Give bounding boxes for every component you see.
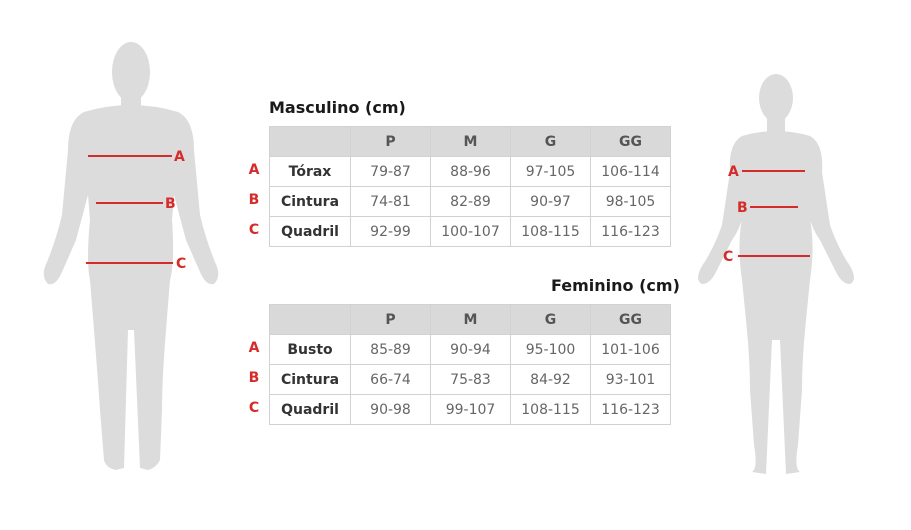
header-size-m: M <box>431 305 511 335</box>
male-mark-c: C <box>176 256 187 272</box>
header-size-gg: GG <box>591 305 671 335</box>
table-cell: 97-105 <box>511 157 591 187</box>
table-cell: 108-115 <box>511 217 591 247</box>
row-label: Quadril <box>270 395 351 425</box>
table-cell: 116-123 <box>591 217 671 247</box>
table-cell: 82-89 <box>431 187 511 217</box>
female-row-letter-c: C <box>248 400 260 416</box>
table-row <box>270 395 671 425</box>
row-label: Cintura <box>270 187 351 217</box>
table-header-row <box>270 127 671 157</box>
table-cell: 92-99 <box>351 217 431 247</box>
female-row-letter-a: A <box>248 340 260 356</box>
table-row <box>270 335 671 365</box>
table-cell: 85-89 <box>351 335 431 365</box>
table-cell: 90-98 <box>351 395 431 425</box>
table-cell: 84-92 <box>511 365 591 395</box>
row-label: Quadril <box>270 217 351 247</box>
male-size-table <box>269 126 671 247</box>
row-label: Cintura <box>270 365 351 395</box>
table-cell: 116-123 <box>591 395 671 425</box>
female-row-letter-b: B <box>248 370 260 386</box>
table-cell: 100-107 <box>431 217 511 247</box>
male-table-title: Masculino (cm) <box>269 98 406 117</box>
table-cell: 88-96 <box>431 157 511 187</box>
male-mark-a: A <box>174 149 185 165</box>
header-size-p: P <box>351 305 431 335</box>
table-cell: 74-81 <box>351 187 431 217</box>
table-cell: 90-94 <box>431 335 511 365</box>
male-row-letter-b: B <box>248 192 260 208</box>
table-cell: 108-115 <box>511 395 591 425</box>
table-header-row <box>270 305 671 335</box>
table-cell: 93-101 <box>591 365 671 395</box>
female-table-title: Feminino (cm) <box>551 276 680 295</box>
header-corner <box>270 305 351 335</box>
female-mark-a: A <box>728 164 739 180</box>
female-size-table <box>269 304 671 425</box>
female-mark-b: B <box>737 200 748 216</box>
table-cell: 90-97 <box>511 187 591 217</box>
table-cell: 66-74 <box>351 365 431 395</box>
table-row <box>270 217 671 247</box>
table-row <box>270 365 671 395</box>
male-row-letter-c: C <box>248 222 260 238</box>
row-label: Tórax <box>270 157 351 187</box>
male-silhouette <box>0 0 270 525</box>
table-cell: 75-83 <box>431 365 511 395</box>
table-cell: 98-105 <box>591 187 671 217</box>
table-cell: 106-114 <box>591 157 671 187</box>
header-size-p: P <box>351 127 431 157</box>
male-figure <box>0 0 270 525</box>
male-mark-b: B <box>165 196 176 212</box>
female-mark-c: C <box>723 249 734 265</box>
table-cell: 79-87 <box>351 157 431 187</box>
table-row <box>270 187 671 217</box>
header-corner <box>270 127 351 157</box>
female-silhouette <box>660 0 911 525</box>
table-row <box>270 157 671 187</box>
table-cell: 101-106 <box>591 335 671 365</box>
female-figure <box>660 0 911 525</box>
table-cell: 99-107 <box>431 395 511 425</box>
header-size-gg: GG <box>591 127 671 157</box>
header-size-g: G <box>511 127 591 157</box>
header-size-g: G <box>511 305 591 335</box>
table-cell: 95-100 <box>511 335 591 365</box>
header-size-m: M <box>431 127 511 157</box>
male-row-letter-a: A <box>248 162 260 178</box>
row-label: Busto <box>270 335 351 365</box>
